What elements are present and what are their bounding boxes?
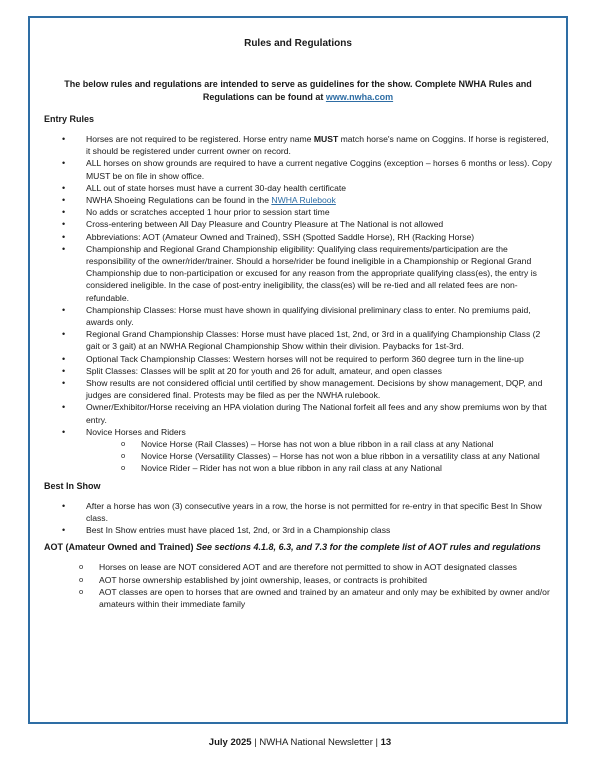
sub-list-item: o Novice Horse (Versatility Classes) – Horse has not won a blue ribbon in a versatility class at any National [86, 450, 552, 462]
best-in-show-heading: Best In Show [44, 480, 101, 491]
list-item: • Best In Show entries must have placed 1st, 2nd, or 3rd in a Championship class [44, 524, 552, 536]
nwha-website-link[interactable]: www.nwha.com [325, 92, 394, 102]
list-item: • Show results are not considered official until certified by show management. Decisions by show management, DQP, and judges are considered final. Protests may be filed as per the NWHA rulebook. [44, 377, 552, 401]
list-item: • Novice Horses and Riders o Novice Horse (Rail Classes) – Horse has not won a blue ribbon in a rail class at any National o Novice Horse (Versatility Classes) – Horse has not won a blue ribbon in a versatility class at any National o Novice Rider – Rider has not won a blue ribbon in any rail class at any National [44, 426, 552, 475]
list-item: • After a horse has won (3) consecutive years in a row, the horse is not permitted for re-entry in that specific Best In Show class. [44, 500, 552, 524]
list-item: • Cross-entering between All Day Pleasure and Country Pleasure at The National is not allowed [44, 218, 552, 230]
list-item: • Owner/Exhibitor/Horse receiving an HPA violation during The National forfeit all fees and any show premiums won by that entry. [44, 401, 552, 425]
list-item: • ALL horses on show grounds are required to have a current negative Coggins (exception – horses 6 months or less). Copy MUST be on file in show office. [44, 157, 552, 181]
list-item: • Abbreviations: AOT (Amateur Owned and Trained), SSH (Spotted Saddle Horse), RH (Racking Horse) [44, 231, 552, 243]
sub-list-item: o AOT classes are open to horses that are owned and trained by an amateur and only may be exhibited by owner and/or amateurs within their immediate family [44, 586, 552, 610]
novice-sublist [86, 438, 552, 475]
content-frame [28, 16, 568, 724]
best-in-show-list [44, 500, 552, 537]
page-footer: July 2025 | NWHA National Newsletter | 13 [208, 737, 392, 748]
page-title: Rules and Regulations [244, 38, 352, 49]
list-item: • Optional Tack Championship Classes: Western horses will not be required to perform 360 degree turn in the line-up [44, 353, 552, 365]
page-number: 13 [380, 737, 392, 748]
aot-list [44, 561, 552, 610]
entry-rules-list [44, 133, 552, 475]
list-item: • Split Classes: Classes will be split at 20 for youth and 26 for adult, amateur, and open classes [44, 365, 552, 377]
intro-text: The below rules and regulations are intended to serve as guidelines for the show. Complete NWHA Rules and Regulations can be found at [64, 79, 532, 102]
list-item: • ALL out of state horses must have a current 30-day health certificate [44, 182, 552, 194]
sub-list-item: o Novice Rider – Rider has not won a blue ribbon in any rail class at any National [86, 462, 552, 474]
list-item: • Regional Grand Championship Classes: Horse must have placed 1st, 2nd, or 3rd in a qualifying Championship Class (2 gait or 3 gait) at an NWHA Regional Championship Show within their division. Paybacks for 1st-3rd. [44, 328, 552, 352]
aot-heading: AOT (Amateur Owned and Trained) See sections 4.1.8, 6.3, and 7.3 for the complete list of AOT rules and regulations [44, 542, 541, 553]
sub-list-item: o Horses on lease are NOT considered AOT and are therefore not permitted to show in AOT designated classes [44, 561, 552, 573]
list-item: • No adds or scratches accepted 1 hour prior to session start time [44, 206, 552, 218]
entry-rules-heading: Entry Rules [44, 114, 95, 124]
sub-list-item: o AOT horse ownership established by joint ownership, leases, or contracts is prohibited [44, 574, 552, 586]
sub-list-item: o Novice Horse (Rail Classes) – Horse has not won a blue ribbon in a rail class at any National [86, 438, 552, 450]
footer-publication: NWHA National Newsletter [259, 737, 373, 748]
nwha-rulebook-link[interactable]: NWHA Rulebook [271, 195, 336, 206]
list-item: • Championship Classes: Horse must have shown in qualifying divisional preliminary class to enter. No premiums paid, awards only. [44, 304, 552, 328]
footer-date: July 2025 [208, 737, 252, 748]
list-item: • NWHA Shoeing Regulations can be found in the NWHA Rulebook [44, 194, 552, 206]
intro-paragraph [44, 78, 552, 104]
list-item: • Horses are not required to be registered. Horse entry name MUST match horse's name on Coggins. If horse is registered, it should be registered under current owner on record. [44, 133, 552, 157]
list-item: • Championship and Regional Grand Championship eligibility: Qualifying class requirements/participation are the responsibility of the owner/rider/trainer. Should a horse/rider be found ineligible in a Championship or Regional Grand Championship due to non-participation or excused for any reason from the appropriate qualifying class(es), the entry is considered ineligible. In the case of post-entry ineligibility, the class(es) will be re-tied and all related fees are non-refundable. [44, 243, 552, 304]
